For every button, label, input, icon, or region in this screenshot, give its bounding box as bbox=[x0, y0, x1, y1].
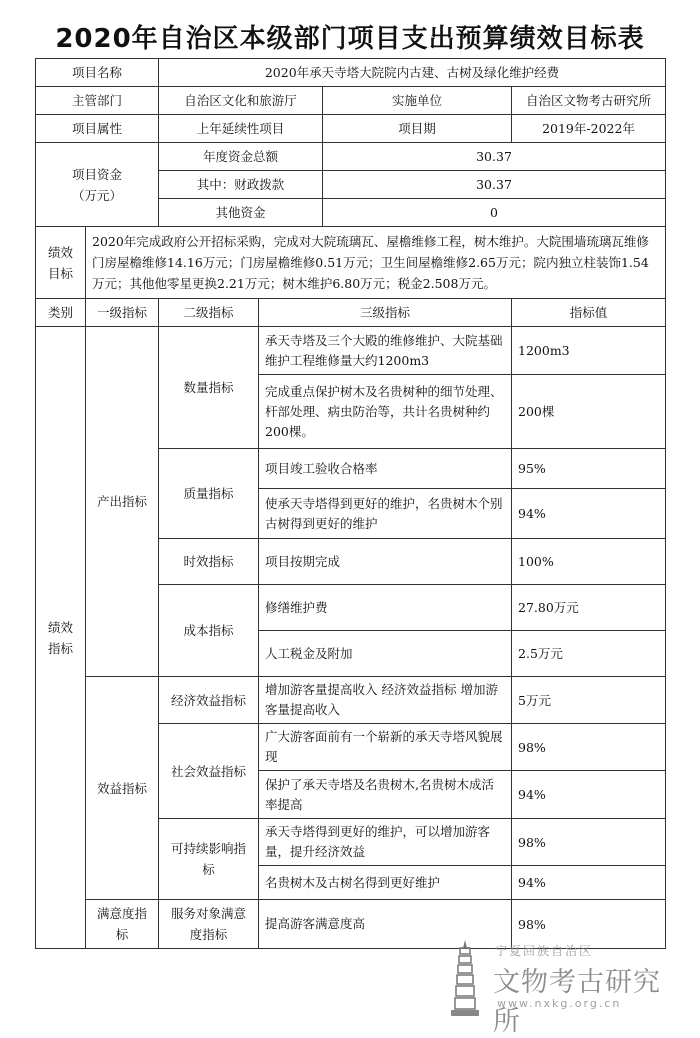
funds-label: 项目资金 （万元） bbox=[36, 143, 159, 227]
indicator-value: 98% bbox=[512, 724, 666, 771]
level2-economic: 经济效益指标 bbox=[159, 677, 259, 724]
indicator-value: 27.80万元 bbox=[512, 585, 666, 631]
indicator-value: 94% bbox=[512, 489, 666, 539]
page-title: 2020年自治区本级部门项目支出预算绩效目标表 bbox=[55, 24, 645, 54]
funds-other-value: 0 bbox=[323, 199, 666, 227]
header-category: 类别 bbox=[36, 299, 86, 327]
indicator-text: 项目竣工验收合格率 bbox=[259, 449, 512, 489]
level1-benefit: 效益指标 bbox=[86, 677, 159, 900]
institute-watermark bbox=[445, 936, 680, 1037]
indicator-text: 修缮维护费 bbox=[259, 585, 512, 631]
header-level1: 一级指标 bbox=[86, 299, 159, 327]
funds-total-value: 30.37 bbox=[323, 143, 666, 171]
watermark-line2: 文物考古研究所 bbox=[493, 967, 661, 1037]
level2-quantity: 数量指标 bbox=[159, 327, 259, 449]
indicator-value: 100% bbox=[512, 539, 666, 585]
funds-fiscal-label: 其中：财政拨款 bbox=[159, 171, 323, 199]
attribute-row bbox=[36, 115, 666, 143]
goal-text: 2020年完成政府公开招标采购，完成对大院琉璃瓦、屋檐维修工程，树木维护。大院围墙琉璃瓦维修门房屋檐维修14.16万元；门房屋檐维修0.51万元；卫生间屋檐维修2.65万元；院内独立柱装饰1.54万元；其他他零星更换2.21万元；树木维护6.80万元；税金2.508万元。 bbox=[86, 227, 666, 299]
indicator-value: 94% bbox=[512, 866, 666, 900]
indicator-text: 增加游客量提高收入 经济效益指标 增加游客量提高收入 bbox=[259, 677, 512, 724]
indicator-text: 使承天寺塔得到更好的维护，名贵树木个别古树得到更好的维护 bbox=[259, 489, 512, 539]
level2-service: 服务对象满意 度指标 bbox=[159, 900, 259, 949]
attr-value: 上年延续性项目 bbox=[159, 115, 323, 143]
pagoda-icon bbox=[447, 938, 483, 1018]
indicator-text: 承天寺塔得到更好的维护，可以增加游客量，提升经济效益 bbox=[259, 819, 512, 866]
level2-sustain: 可持续影响指 标 bbox=[159, 819, 259, 900]
unit-value: 自治区文物考古研究所 bbox=[512, 87, 666, 115]
level2-social: 社会效益指标 bbox=[159, 724, 259, 819]
table-row bbox=[36, 677, 666, 724]
indicator-text: 广大游客面前有一个崭新的承天寺塔风貌展现 bbox=[259, 724, 512, 771]
dept-label: 主管部门 bbox=[36, 87, 159, 115]
funds-total-label: 年度资金总额 bbox=[159, 143, 323, 171]
dept-value: 自治区文化和旅游厅 bbox=[159, 87, 323, 115]
goal-label: 绩效 目标 bbox=[36, 227, 86, 299]
indicator-value: 95% bbox=[512, 449, 666, 489]
unit-label: 实施单位 bbox=[323, 87, 512, 115]
period-label: 项目期 bbox=[323, 115, 512, 143]
watermark-line1: 宁夏回族自治区 bbox=[495, 944, 594, 958]
project-name-row bbox=[36, 59, 666, 87]
indicator-text: 人工税金及附加 bbox=[259, 631, 512, 677]
indicator-text: 承天寺塔及三个大殿的维修维护、大院基础维护工程维修量大约1200m3 bbox=[259, 327, 512, 375]
indicator-value: 94% bbox=[512, 771, 666, 819]
project-name-value: 2020年承天寺塔大院院内古建、古树及绿化维护经费 bbox=[159, 59, 666, 87]
level2-timeliness: 时效指标 bbox=[159, 539, 259, 585]
funds-fiscal-value: 30.37 bbox=[323, 171, 666, 199]
indicator-value: 2.5万元 bbox=[512, 631, 666, 677]
level2-cost: 成本指标 bbox=[159, 585, 259, 677]
funds-row bbox=[36, 143, 666, 171]
header-value: 指标值 bbox=[512, 299, 666, 327]
indicator-value: 98% bbox=[512, 900, 666, 949]
level1-output: 产出指标 bbox=[86, 327, 159, 677]
indicator-value: 5万元 bbox=[512, 677, 666, 724]
attr-label: 项目属性 bbox=[36, 115, 159, 143]
period-value: 2019年-2022年 bbox=[512, 115, 666, 143]
indicator-value: 200棵 bbox=[512, 375, 666, 449]
header-level3: 三级指标 bbox=[259, 299, 512, 327]
level1-satisfaction: 满意度指 标 bbox=[86, 900, 159, 949]
indicator-text: 项目按期完成 bbox=[259, 539, 512, 585]
goal-row bbox=[36, 227, 666, 299]
indicator-text: 完成重点保护树木及名贵树种的细节处理、杆部处理、病虫防治等，共计名贵树种约200棵。 bbox=[259, 375, 512, 449]
department-row bbox=[36, 87, 666, 115]
indicator-header-row bbox=[36, 299, 666, 327]
indicator-text: 提高游客满意度高 bbox=[259, 900, 512, 949]
table-row bbox=[36, 327, 666, 375]
header-level2: 二级指标 bbox=[159, 299, 259, 327]
indicator-value: 98% bbox=[512, 819, 666, 866]
indicator-value: 1200m3 bbox=[512, 327, 666, 375]
funds-other-label: 其他资金 bbox=[159, 199, 323, 227]
watermark-url: www.nxkg.org.cn bbox=[497, 997, 622, 1010]
category-cell: 绩效 指标 bbox=[36, 327, 86, 949]
indicator-text: 保护了承天寺塔及名贵树木,名贵树木成活率提高 bbox=[259, 771, 512, 819]
project-name-label: 项目名称 bbox=[36, 59, 159, 87]
level2-quality: 质量指标 bbox=[159, 449, 259, 539]
performance-table bbox=[35, 58, 666, 949]
indicator-text: 名贵树木及古树名得到更好维护 bbox=[259, 866, 512, 900]
